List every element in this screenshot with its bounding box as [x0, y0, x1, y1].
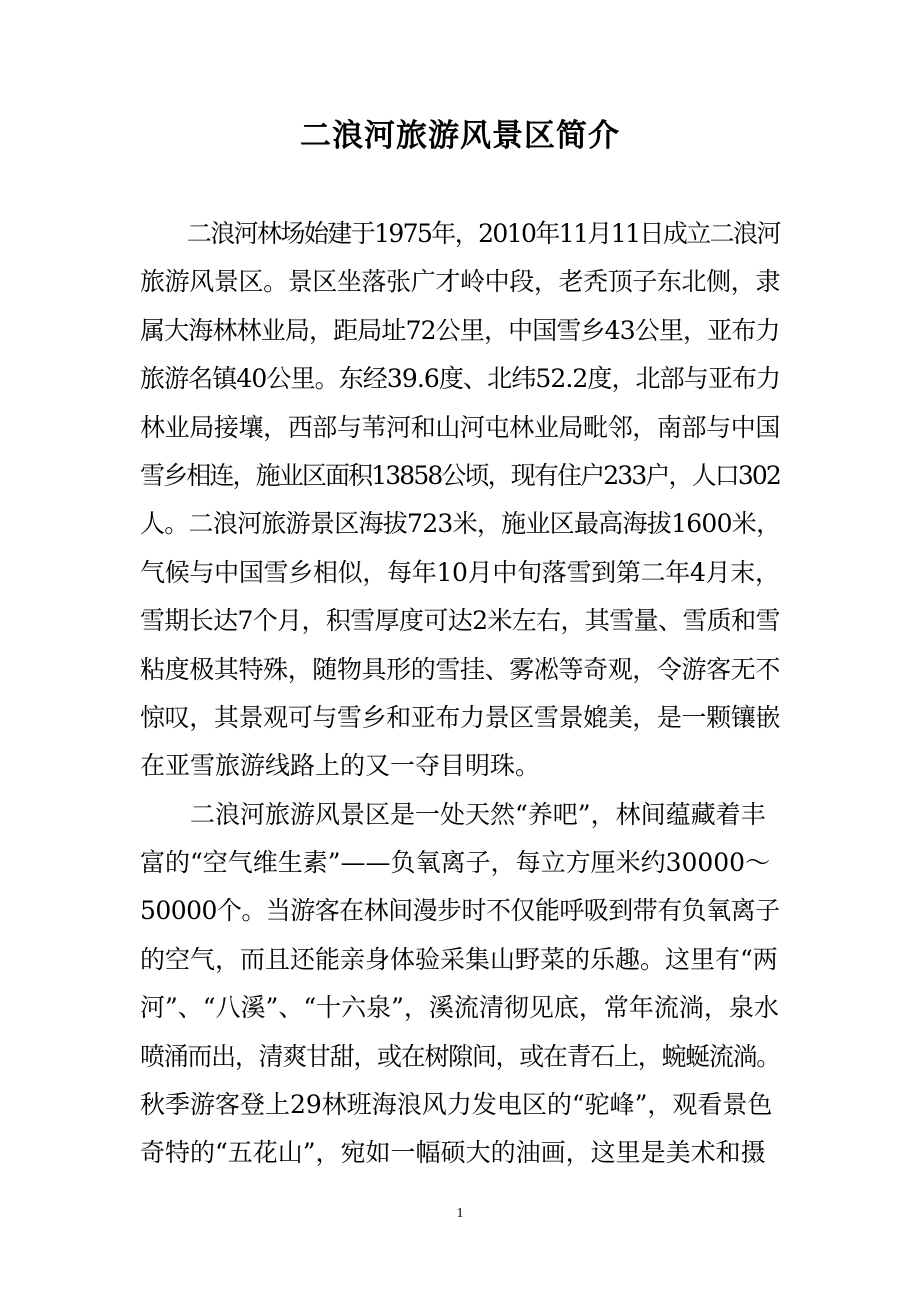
document-title: 二浪河旅游风景区简介 [300, 118, 620, 154]
text-line: 的空气，而且还能亲身体验采集山野菜的乐趣。这里有“两 [140, 944, 778, 974]
text-line: 雪期长达7个月，积雪厚度可达2米左右，其雪量、雪质和雪 [140, 606, 780, 636]
text-line: 人。二浪河旅游景区海拔723米，施业区最高海拔1600米， [140, 509, 781, 539]
text-line: 雪乡相连，施业区面积13858公顷，现有住户233户，人口302 [140, 460, 780, 490]
text-line: 河”、“八溪”、“十六泉”，溪流清彻见底，常年流淌，泉水 [140, 993, 779, 1023]
text-line: 奇特的“五花山”，宛如一幅硕大的油画，这里是美术和摄 [140, 1138, 766, 1168]
text-line: 粘度极其特殊，随物具形的雪挂、雾凇等奇观，令游客无不 [140, 654, 781, 684]
text-line: 旅游名镇40公里。东经39.6度、北纬52.2度，北部与亚布力 [140, 364, 781, 394]
text-line: 旅游风景区。景区坐落张广才岭中段，老秃顶子东北侧，隶 [140, 267, 781, 297]
text-line: 秋季游客登上29林班海浪风力发电区的“驼峰”，观看景色 [140, 1090, 773, 1120]
text-line: 50000个。当游客在林间漫步时不仅能呼吸到带有负氧离子 [140, 896, 780, 926]
text-line: 富的“空气维生素”——负氧离子，每立方厘米约30000～ [140, 848, 771, 878]
page-number: 1 [456, 1206, 464, 1221]
text-line: 喷涌而出，清爽甘甜，或在树隙间，或在青石上，蜿蜒流淌。 [140, 1041, 781, 1071]
body-text [140, 210, 780, 1178]
text-line: 属大海林林业局，距局址72公里，中国雪乡43公里，亚布力 [140, 315, 780, 345]
text-line: 二浪河林场始建于1975年，2010年11月11日成立二浪河 [140, 219, 780, 248]
text-line: 气候与中国雪乡相似，每年10月中旬落雪到第二年4月末， [140, 557, 780, 587]
text-line: 二浪河旅游风景区是一处天然“养吧”，林间蕴藏着丰 [140, 799, 766, 829]
text-line: 在亚雪旅游线路上的又一夺目明珠。 [140, 751, 541, 781]
text-line: 林业局接壤，西部与苇河和山河屯林业局毗邻，南部与中国 [140, 412, 781, 442]
text-line: 惊叹，其景观可与雪乡和亚布力景区雪景媲美，是一颗镶嵌 [140, 702, 781, 732]
